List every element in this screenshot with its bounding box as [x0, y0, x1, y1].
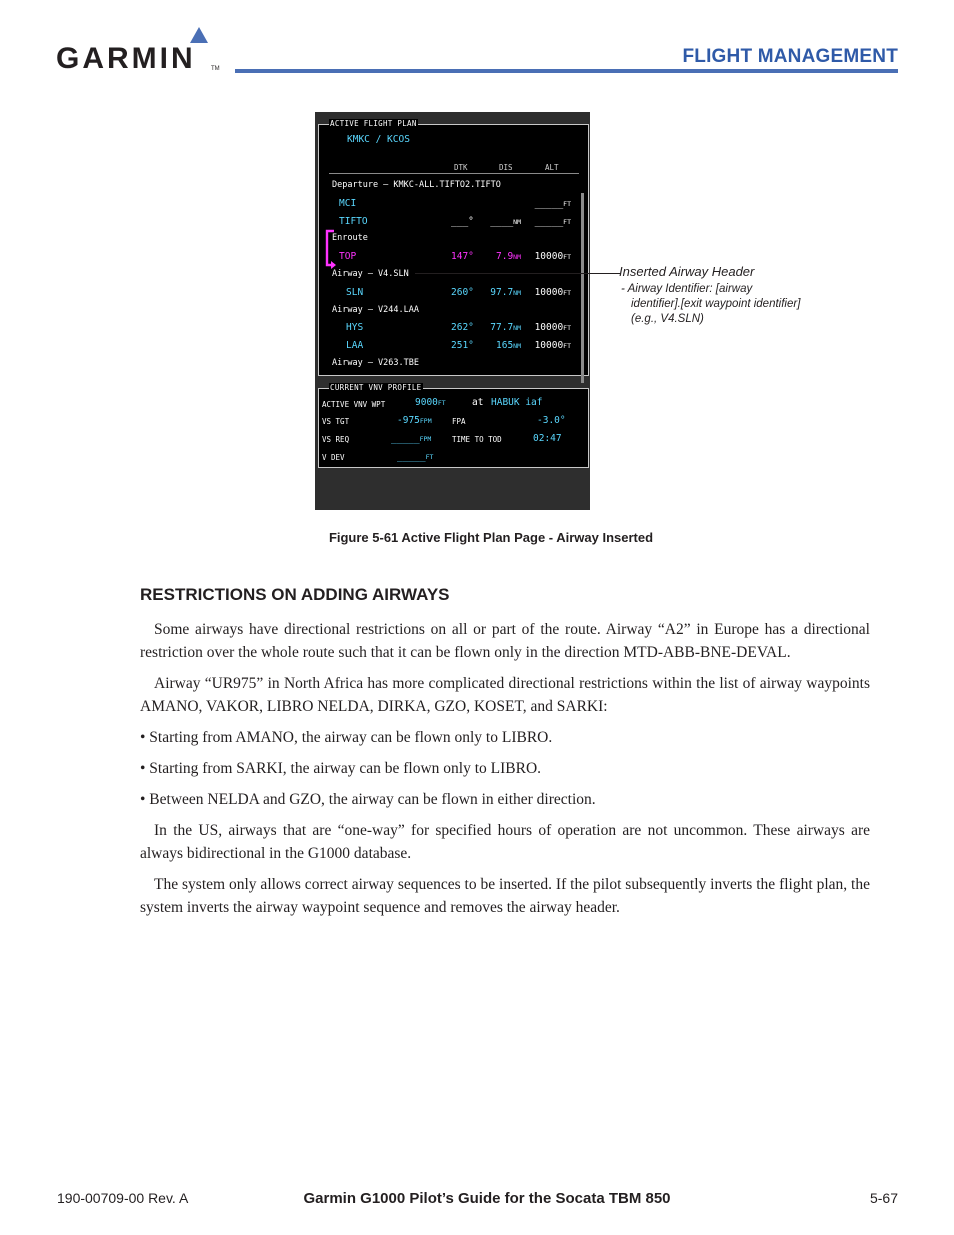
fpa-label: FPA: [452, 417, 466, 426]
time-to-tod-label: TIME TO TOD: [452, 435, 502, 444]
alt-unit: FT: [563, 199, 571, 208]
dtk-value: 147°: [451, 251, 474, 263]
vnv-panel: CURRENT VNV PROFILE ACTIVE VNV WPT 9000FT at HABUK iaf VS TGT -975FPM FPA -3.0° VS REQ _____FPM TIME TO TOD 02:47 V DEV _____FT: [318, 388, 589, 468]
fp-waypoint-row[interactable]: [319, 340, 581, 356]
footer-page-number: 5-67: [869, 1190, 898, 1206]
fp-waypoint-row[interactable]: [319, 216, 581, 232]
section-title: FLIGHT MANAGEMENT: [682, 46, 898, 67]
dis-value: 97.7: [490, 286, 514, 298]
fp-waypoint-row[interactable]: [319, 198, 581, 214]
dtk-value: 262°: [451, 322, 474, 334]
fpa-value: -3.0°: [537, 415, 566, 426]
paragraph: In the US, airways that are “one-way” for specified hours of operation are not uncommon. These airways are always bidirectional in the G1000 database.: [140, 822, 870, 862]
col-alt: ALT: [545, 163, 559, 172]
waypoint-name: SLN: [346, 286, 364, 298]
active-vnv-wpt: HABUK iaf: [491, 397, 543, 408]
logo-trademark: TM: [211, 66, 220, 72]
waypoint-name: TIFTO: [339, 215, 368, 227]
alt-value: 10000: [534, 286, 564, 298]
figure-caption: Figure 5-61 Active Flight Plan Page - Airway Inserted: [328, 530, 654, 545]
fp-header-row[interactable]: [319, 233, 581, 249]
dis-value: ____: [490, 215, 514, 227]
col-dis: DIS: [499, 163, 513, 172]
v-dev-value: _____: [397, 451, 426, 462]
alt-value: _____: [534, 197, 564, 209]
waypoint-name: Airway – V263.TBE: [332, 358, 419, 368]
alt-value: 10000: [534, 340, 564, 352]
dis-value: 77.7: [490, 322, 514, 334]
vs-tgt-value: -975: [397, 415, 420, 426]
at-label: at: [472, 397, 484, 408]
alt-unit: FT: [563, 217, 571, 226]
callout-body: [621, 282, 851, 327]
alt-unit: FT: [563, 253, 571, 262]
vs-req-value: _____: [391, 433, 420, 444]
route-label: KMKC / KCOS: [347, 134, 410, 145]
dis-unit: NM: [513, 324, 521, 333]
alt-value: _____: [534, 215, 564, 227]
fp-waypoint-row[interactable]: [319, 251, 581, 267]
v-dev-label: V DEV: [322, 453, 345, 462]
alt-value: 10000: [534, 322, 564, 334]
fp-header-row[interactable]: [319, 358, 581, 374]
dtk-value: 251°: [451, 340, 474, 352]
dis-value: 165: [496, 340, 514, 352]
waypoint-name: MCI: [339, 197, 357, 209]
section-heading: RESTRICTIONS ON ADDING AIRWAYS: [140, 585, 450, 604]
scrollbar[interactable]: [581, 193, 584, 383]
waypoint-name: LAA: [346, 340, 364, 352]
fp-header-row[interactable]: [319, 269, 581, 285]
active-flight-plan-screen: [315, 112, 590, 510]
col-dtk: DTK: [454, 163, 468, 172]
dis-unit: NM: [513, 342, 521, 351]
callout-title: Inserted Airway Header: [619, 264, 755, 279]
fp-header-row[interactable]: [319, 180, 581, 196]
dis-value: 7.9: [496, 251, 514, 263]
time-to-tod-value: 02:47: [533, 433, 562, 444]
waypoint-name: HYS: [346, 322, 364, 334]
vs-tgt-label: VS TGT: [322, 417, 350, 426]
paragraph: Airway “UR975” in North Africa has more complicated directional restrictions within the list of airway waypoints AMANO, VAKOR, LIBRO NELDA, DIRKA, GZO, KOSET, and SARKI:: [140, 675, 870, 715]
bullet-item: • Starting from AMANO, the airway can be flown only to LIBRO.: [140, 729, 553, 746]
callout-leader-line: [415, 273, 620, 274]
bullet-item: • Between NELDA and GZO, the airway can be flown in either direction.: [140, 791, 596, 808]
waypoint-name: Departure – KMKC-ALL.TIFTO2.TIFTO: [332, 180, 501, 190]
alt-value: 10000: [534, 251, 564, 263]
garmin-logo-triangle-icon: [190, 27, 208, 43]
active-vnv-wpt-label: ACTIVE VNV WPT: [322, 400, 386, 409]
callout-line-1: - Airway Identifier: [airway: [621, 283, 753, 295]
fp-waypoint-row[interactable]: [319, 322, 581, 338]
waypoint-name: TOP: [339, 251, 357, 263]
active-vnv-alt: 9000: [415, 397, 438, 408]
fp-header-row[interactable]: [319, 305, 581, 321]
alt-unit: FT: [563, 342, 571, 351]
dis-unit: NM: [513, 253, 521, 262]
alt-unit: FT: [563, 288, 571, 297]
paragraph: The system only allows correct airway sequences to be inserted. If the pilot subsequently inverts the flight plan, the system inverts the airway waypoint sequence and removes the airway header.: [140, 876, 870, 916]
garmin-logo: GARMIN: [56, 42, 196, 75]
vnv-label: CURRENT VNV PROFILE: [330, 383, 422, 392]
body-text: [140, 618, 870, 927]
footer-doc-number: 190-00709-00 Rev. A: [57, 1190, 189, 1206]
dtk-value: ___°: [451, 215, 474, 227]
footer-title: Garmin G1000 Pilot’s Guide for the Socata TBM 850: [303, 1190, 671, 1207]
afp-label: ACTIVE FLIGHT PLAN: [330, 119, 417, 128]
dis-unit: NM: [513, 217, 521, 226]
flight-plan-panel: [318, 119, 589, 376]
paragraph: Some airways have directional restrictions on all or part of the route. Airway “A2” in Europe has a directional restriction over the whole route such that it can be flown only in the direction MTD-ABB-BNE-DEVAL.: [140, 621, 870, 661]
alt-unit: FT: [563, 324, 571, 333]
header-rule: [235, 69, 898, 73]
waypoint-name: Airway – V244.LAA: [332, 304, 419, 315]
callout-line-3: (e.g., V4.SLN): [631, 313, 704, 325]
vs-req-label: VS REQ: [322, 435, 350, 444]
fp-waypoint-row[interactable]: [319, 287, 581, 303]
bullet-item: • Starting from SARKI, the airway can be flown only to LIBRO.: [140, 760, 542, 777]
header-divider: [329, 173, 579, 174]
dis-unit: NM: [513, 288, 521, 297]
callout-line-2: identifier].[exit waypoint identifier]: [631, 298, 801, 310]
waypoint-name: Enroute: [332, 233, 368, 244]
waypoint-name: Airway – V4.SLN: [332, 269, 409, 279]
dtk-value: 260°: [451, 286, 474, 298]
